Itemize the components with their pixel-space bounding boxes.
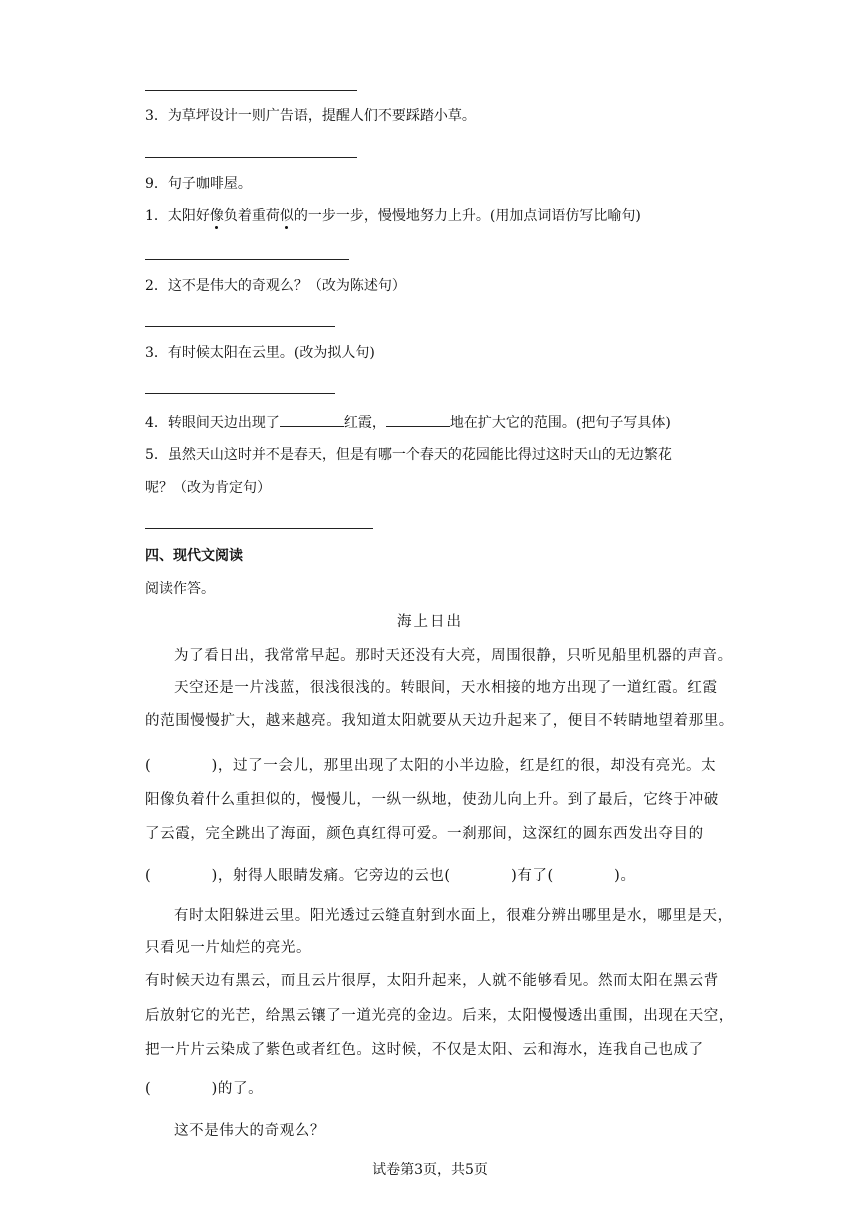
answer-line[interactable] — [145, 326, 335, 327]
section-instruction: 阅读作答。 — [145, 581, 215, 597]
passage-title: 海上日出 — [397, 614, 463, 630]
passage-line: 天空还是一片浅蓝，很浅很浅的。转眼间，天水相接的地方出现了一道红霞。红霞 — [174, 680, 718, 696]
question-9-5-line-1: 5．虽然天山这时并不是春天，但是有哪一个春天的花园能比得过这时天山的无边繁花 — [145, 447, 672, 463]
fill-blank[interactable] — [280, 412, 344, 427]
passage-line: 有时候天边有黑云，而且云片很厚，太阳升起来，人就不能够看见。然而太阳在黑云背 — [145, 973, 719, 989]
passage-line: 有时太阳躲进云里。阳光透过云缝直射到水面上，很难分辨出哪里是水，哪里是天， — [174, 908, 733, 924]
answer-line[interactable] — [145, 393, 335, 394]
passage-line: ( )，射得人眼睛发痛。它旁边的云也( )有了( )。 — [145, 868, 636, 884]
question-9-4 — [145, 412, 671, 433]
passage-line: 这不是伟大的奇观么？ — [174, 1123, 325, 1139]
passage-line: 阳像负着什么重担似的，慢慢儿，一纵一纵地，使劲儿向上升。到了最后，它终于冲破 — [145, 792, 719, 808]
question-text: 4．转眼间天边出现了 — [145, 415, 280, 431]
question-text: 地在扩大它的范围。(把句子写具体) — [449, 415, 671, 431]
question-9-2: 2．这不是伟大的奇观么？（改为陈述句） — [145, 278, 406, 294]
section-heading: 四、现代文阅读 — [145, 548, 243, 564]
answer-line[interactable] — [145, 259, 349, 260]
passage-line: 后放射它的光芒，给黑云镶了一道光亮的金边。后来，太阳慢慢透出重围，出现在天空， — [145, 1008, 734, 1024]
question-9-5-line-2: 呢？（改为肯定句） — [145, 480, 271, 496]
passage-line: 只看见一片灿烂的亮光。 — [145, 940, 312, 956]
passage-line: 把一片片云染成了紫色或者红色。这时候，不仅是太阳、云和海水，连我自己也成了 — [145, 1042, 704, 1058]
answer-line[interactable] — [145, 528, 373, 529]
question-9-title: 9．句子咖啡屋。 — [145, 176, 252, 192]
question-text: 的一步一步，慢慢地努力上升。(用加点词语仿写比喻句) — [293, 208, 641, 224]
passage-line: ( )的了。 — [145, 1081, 264, 1097]
passage-line: 为了看日出，我常常早起。那时天还没有大亮，周围很静，只听见船里机器的声音。 — [174, 648, 733, 664]
passage-line: ( )，过了一会儿，那里出现了太阳的小半边脸，红是红的很，却没有亮光。太 — [145, 758, 717, 774]
question-9-1 — [145, 206, 641, 226]
question-9-3: 3．有时候太阳在云里。(改为拟人句) — [145, 345, 375, 361]
page-footer: 试卷第3页，共5页 — [372, 1162, 488, 1178]
question-text: 负着重荷 — [223, 208, 280, 224]
answer-line[interactable] — [145, 90, 357, 91]
passage-line: 了云霞，完全跳出了海面，颜色真红得可爱。一刹那间，这深红的圆东西发出夺目的 — [145, 826, 704, 842]
answer-line[interactable] — [145, 157, 357, 158]
question-text: 红霞， — [343, 415, 386, 431]
dotted-char: 似 — [279, 208, 294, 224]
passage-line: 的范围慢慢扩大，越来越亮。我知道太阳就要从天边升起来了，便目不转睛地望着那里。 — [145, 713, 734, 729]
dotted-char: 像 — [209, 208, 224, 224]
question-8-3: 3．为草坪设计一则广告语，提醒人们不要踩踏小草。 — [145, 108, 476, 124]
fill-blank[interactable] — [386, 412, 450, 427]
question-text: 1．太阳好 — [145, 208, 210, 224]
